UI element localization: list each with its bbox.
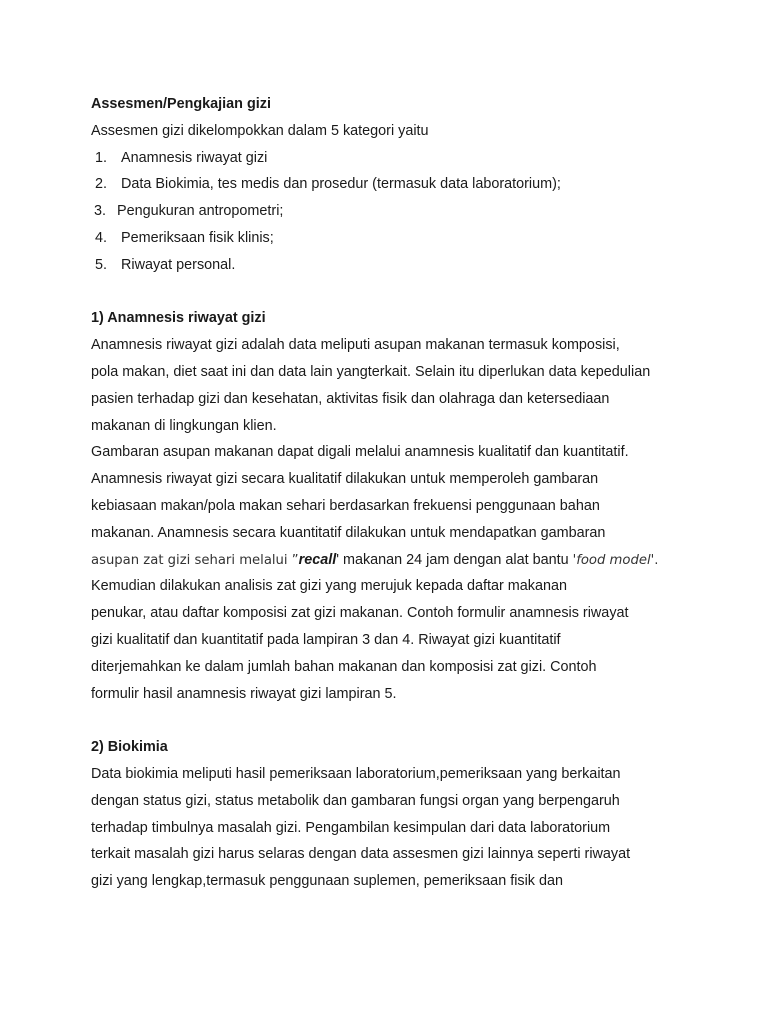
list-text: Pengukuran antropometri; [117, 203, 284, 220]
list-number: 2. [95, 176, 108, 193]
section2-heading: 2) Biokimia [91, 739, 168, 756]
list-item [91, 225, 691, 252]
recall-line-end: . [654, 552, 659, 568]
spacer [91, 279, 691, 306]
recall-line-middle: ' makanan 24 jam dengan alat bantu [336, 551, 573, 568]
food-model-term: 'food model' [572, 552, 655, 568]
category-list [91, 145, 691, 279]
paragraph-line: terhadap timbulnya masalah gizi. Pengambilan kesimpulan dari data laboratorium [91, 819, 611, 836]
list-item [91, 171, 691, 198]
paragraph-line: gizi kualitatif dan kuantitatif pada lampiran 3 dan 4. Riwayat gizi kuantitatif [91, 631, 561, 648]
paragraph-line: Gambaran asupan makanan dapat digali melalui anamnesis kualitatif dan kuantitatif. [91, 444, 629, 461]
list-item [91, 252, 691, 279]
paragraph-line: penukar, atau daftar komposisi zat gizi makanan. Contoh formulir anamnesis riwayat [91, 605, 629, 622]
recall-term: recall [298, 551, 337, 568]
recall-line-start: asupan zat gizi sehari melalui ” [91, 552, 299, 568]
paragraph-line: diterjemahkan ke dalam jumlah bahan makanan dan komposisi zat gizi. Contoh [91, 658, 597, 675]
spacer [91, 707, 691, 734]
paragraph-line: gizi yang lengkap,termasuk penggunaan suplemen, pemeriksaan fisik dan [91, 873, 563, 890]
recall-line [91, 547, 691, 574]
paragraph-line: Data biokimia meliputi hasil pemeriksaan laboratorium,pemeriksaan yang berkaitan [91, 765, 621, 782]
paragraph-line: makanan di lingkungan klien. [91, 417, 277, 434]
paragraph-line: pasien terhadap gizi dan kesehatan, aktivitas fisik dan olahraga dan ketersediaan [91, 390, 610, 407]
list-text: Pemeriksaan fisik klinis; [121, 229, 274, 246]
paragraph-line: Kemudian dilakukan analisis zat gizi yang merujuk kepada daftar makanan [91, 578, 567, 595]
paragraph-line: pola makan, diet saat ini dan data lain yangterkait. Selain itu diperlukan data kepedulian [91, 363, 651, 380]
list-text: Riwayat personal. [121, 256, 236, 273]
list-text: Anamnesis riwayat gizi [121, 149, 268, 166]
list-item [91, 145, 691, 172]
paragraph-line: formulir hasil anamnesis riwayat gizi lampiran 5. [91, 685, 397, 702]
list-number: 5. [95, 256, 108, 273]
paragraph-line: makanan. Anamnesis secara kuantitatif dilakukan untuk mendapatkan gambaran [91, 524, 606, 541]
list-item [91, 198, 691, 225]
list-number: 3. [94, 203, 107, 220]
paragraph-line: Anamnesis riwayat gizi secara kualitatif dilakukan untuk memperoleh gambaran [91, 471, 599, 488]
paragraph-line: kebiasaan makan/pola makan sehari berdasarkan frekuensi penggunaan bahan [91, 497, 600, 514]
list-number: 4. [95, 229, 108, 246]
document-page [91, 91, 691, 895]
paragraph-line: Anamnesis riwayat gizi adalah data meliputi asupan makanan termasuk komposisi, [91, 337, 620, 354]
section1-heading: 1) Anamnesis riwayat gizi [91, 310, 266, 327]
list-number: 1. [95, 149, 108, 166]
paragraph-line: dengan status gizi, status metabolik dan gambaran fungsi organ yang berpengaruh [91, 792, 620, 809]
paragraph-line: terkait masalah gizi harus selaras dengan data assesmen gizi lainnya seperti riwayat [91, 846, 631, 863]
document-heading: Assesmen/Pengkajian gizi [91, 96, 271, 112]
list-text: Data Biokimia, tes medis dan prosedur (termasuk data laboratorium); [121, 176, 561, 193]
intro-text: Assesmen gizi dikelompokkan dalam 5 kategori yaitu [91, 122, 429, 139]
